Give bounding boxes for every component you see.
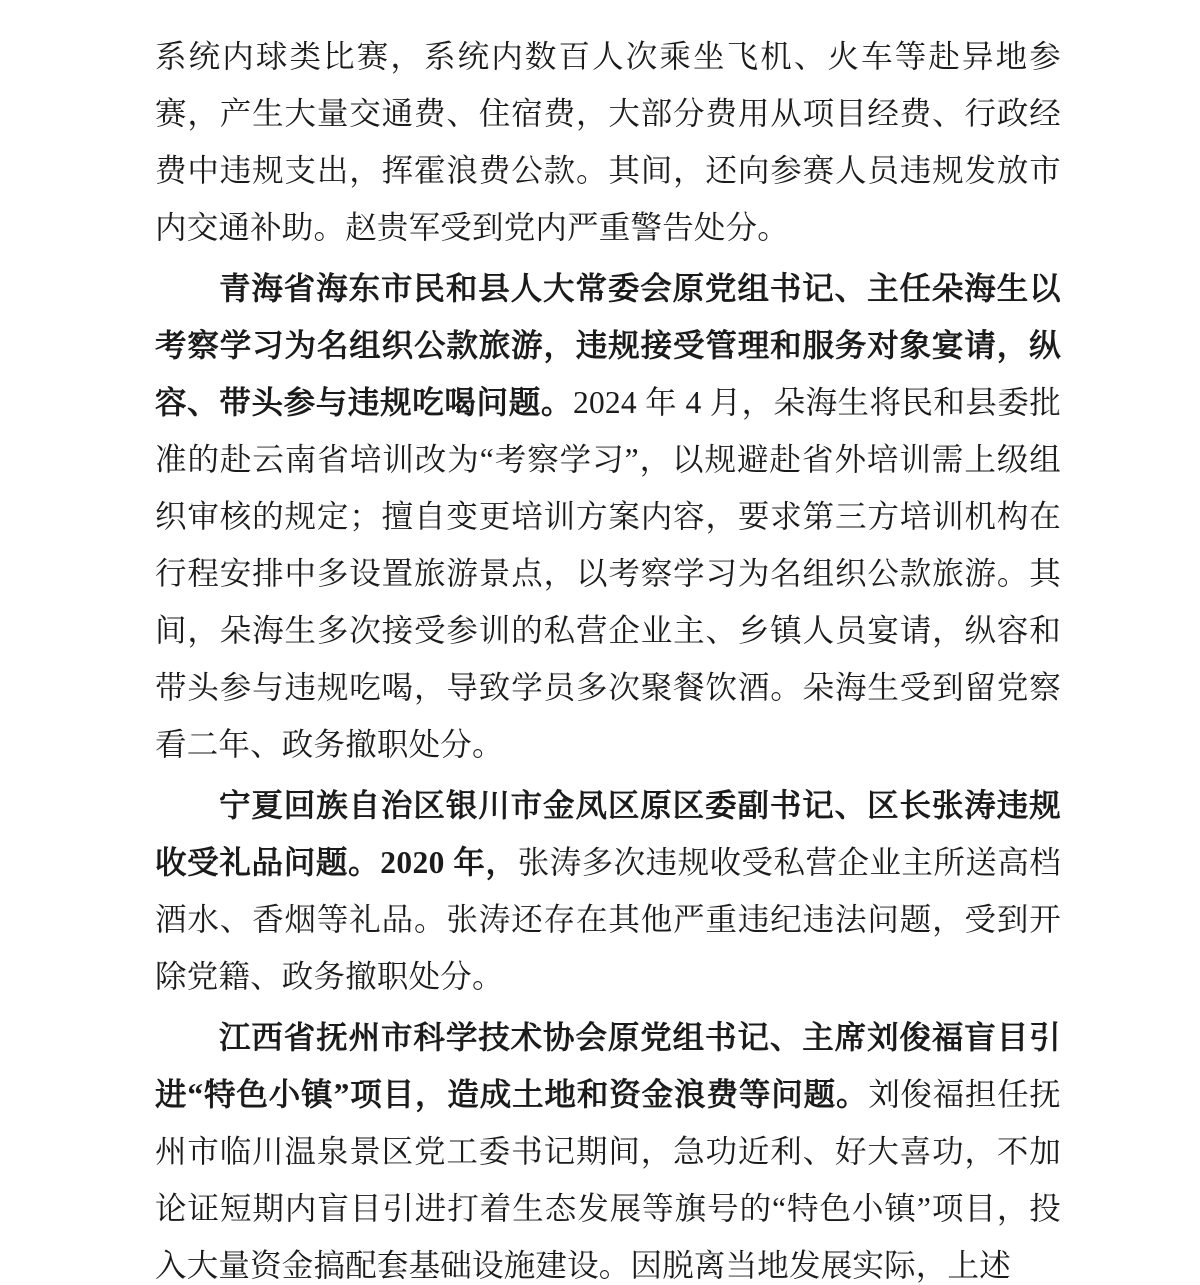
paragraph-case-1 [155, 260, 1061, 773]
case-heading-3: 江西省抚州市科学技术协会原党组书记、主席刘俊福盲目引进“特色小镇”项目，造成土地和资金浪费等问题。 [155, 1020, 1061, 1112]
case-body-3: 刘俊福担任抚州市临川温泉景区党工委书记期间，急功近利、好大喜功，不加论证短期内盲目引进打着生态发展等旗号的“特色小镇”项目，投入大量资金搞配套基础设施建设。因脱离当地发展实际，上述 [155, 1077, 1062, 1283]
case-body-1: 2024 年 4 月，朵海生将民和县委批准的赴云南省培训改为“考察学习”，以规避赴省外培训需上级组织审核的规定；擅自变更培训方案内容，要求第三方培训机构在行程安排中多设置旅游景点，以考察学习为名组织公款旅游。其间，朵海生多次接受参训的私营企业主、乡镇人员宴请，纵容和带头参与违规吃喝，导致学员多次聚餐饮酒。朵海生受到留党察看二年、政务撤职处分。 [155, 385, 1061, 762]
paragraph-case-2 [155, 777, 1061, 1005]
case-heading-2: 宁夏回族自治区银川市金凤区原区委副书记、区长张涛违规收受礼品问题。2020 年， [155, 788, 1061, 880]
case-heading-1: 青海省海东市民和县人大常委会原党组书记、主任朵海生以考察学习为名组织公款旅游，违规接受管理和服务对象宴请，纵容、带头参与违规吃喝问题。 [155, 271, 1061, 420]
document-body [155, 28, 1061, 1285]
case-body-2: 张涛多次违规收受私营企业主所送高档酒水、香烟等礼品。张涛还存在其他严重违纪违法问题，受到开除党籍、政务撤职处分。 [155, 845, 1061, 994]
paragraph-continuation [155, 28, 1061, 256]
paragraph-text: 系统内球类比赛，系统内数百人次乘坐飞机、火车等赴异地参赛，产生大量交通费、住宿费，大部分费用从项目经费、行政经费中违规支出，挥霍浪费公款。其间，还向参赛人员违规发放市内交通补助。赵贵军受到党内严重警告处分。 [155, 39, 1061, 245]
paragraph-case-3 [155, 1009, 1061, 1285]
